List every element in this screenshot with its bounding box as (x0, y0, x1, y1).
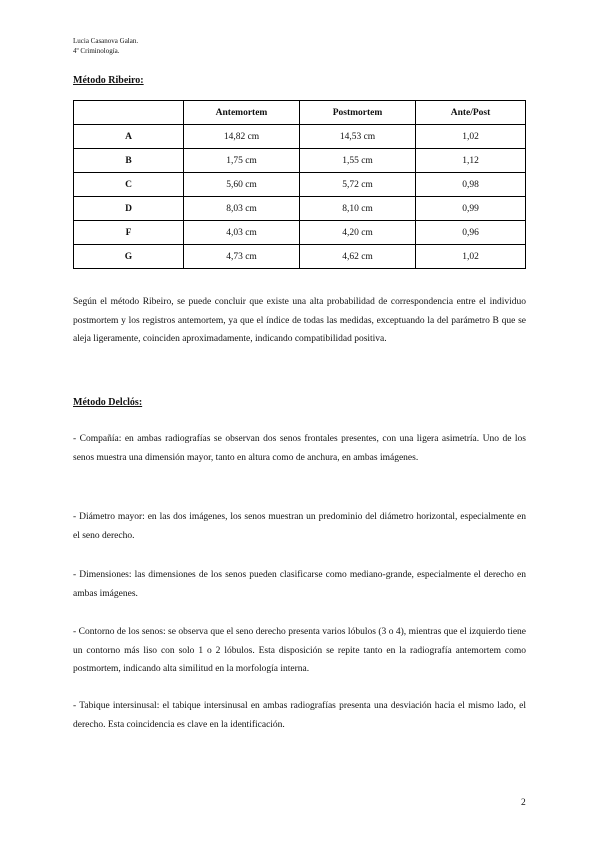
postmortem-cell: 14,53 cm (300, 125, 416, 149)
column-header (74, 101, 184, 125)
ratio-cell: 0,96 (416, 221, 526, 245)
delclos-item-compania: - Compañía: en ambas radiografías se observan dos senos frontales presentes, con una ligera asimetría. Uno de los senos muestra una dimensión mayor, tanto en altura como de anchura, en ambas imágenes. (73, 434, 526, 463)
ratio-cell: 0,99 (416, 197, 526, 221)
antemortem-cell: 8,03 cm (184, 197, 300, 221)
delclos-item-diametro: - Diámetro mayor: en las dos imágenes, los senos muestran un predominio del diámetro horizontal, especialmente en el seno derecho. (73, 512, 526, 541)
parameter-cell: D (74, 197, 184, 221)
antemortem-cell: 4,03 cm (184, 221, 300, 245)
table-row (74, 221, 526, 245)
delclos-item-tabique: - Tabique intersinusal: el tabique intersinusal en ambas radiografías presenta una desviación hacia el mismo lado, el derecho. Esta coincidencia es clave en la identificación. (73, 701, 526, 730)
delclos-heading: Método Delclós: (73, 397, 143, 408)
ratio-cell: 1,02 (416, 125, 526, 149)
antemortem-cell: 1,75 cm (184, 149, 300, 173)
parameter-cell: F (74, 221, 184, 245)
table-row (74, 197, 526, 221)
parameter-cell: A (74, 125, 184, 149)
column-header-postmortem: Postmortem (300, 101, 416, 125)
parameter-cell: C (74, 173, 184, 197)
table-row (74, 245, 526, 269)
column-header-ratio: Ante/Post (416, 101, 526, 125)
ratio-cell: 0,98 (416, 173, 526, 197)
antemortem-cell: 14,82 cm (184, 125, 300, 149)
postmortem-cell: 1,55 cm (300, 149, 416, 173)
postmortem-cell: 4,62 cm (300, 245, 416, 269)
ratio-cell: 1,12 (416, 149, 526, 173)
course-name: 4º Criminología. (73, 47, 120, 55)
author-name: Lucia Casanova Galan. (73, 37, 139, 45)
delclos-item-contorno: - Contorno de los senos: se observa que el seno derecho presenta varios lóbulos (3 o 4), mientras que el izquierdo tiene un contorno más liso con solo 1 o 2 lóbulos. Esta disposición se repite tanto en la radiografía antemortem como postmortem, indicando alta similitud en la morfología interna. (73, 627, 526, 674)
delclos-item-dimensiones: - Dimensiones: las dimensiones de los senos pueden clasificarse como mediano-grande, especialmente el derecho en ambas imágenes. (73, 570, 526, 599)
antemortem-cell: 5,60 cm (184, 173, 300, 197)
ribeiro-heading: Método Ribeiro: (73, 75, 144, 86)
table-row (74, 125, 526, 149)
column-header-antemortem: Antemortem (184, 101, 300, 125)
postmortem-cell: 4,20 cm (300, 221, 416, 245)
ribeiro-conclusion: Según el método Ribeiro, se puede concluir que existe una alta probabilidad de correspondencia entre el individuo postmortem y los registros antemortem, ya que el índice de todas las medidas, exceptuando la del parámetro B que se aleja ligeramente, coinciden aproximadamente, indicando compatibilidad positiva. (73, 297, 526, 344)
table-header-row (74, 101, 526, 125)
postmortem-cell: 5,72 cm (300, 173, 416, 197)
parameter-cell: B (74, 149, 184, 173)
postmortem-cell: 8,10 cm (300, 197, 416, 221)
ratio-cell: 1,02 (416, 245, 526, 269)
ribeiro-table (73, 100, 526, 269)
antemortem-cell: 4,73 cm (184, 245, 300, 269)
table-row (74, 149, 526, 173)
document-header (73, 36, 138, 56)
parameter-cell: G (74, 245, 184, 269)
table-row (74, 173, 526, 197)
page-number: 2 (521, 798, 526, 808)
